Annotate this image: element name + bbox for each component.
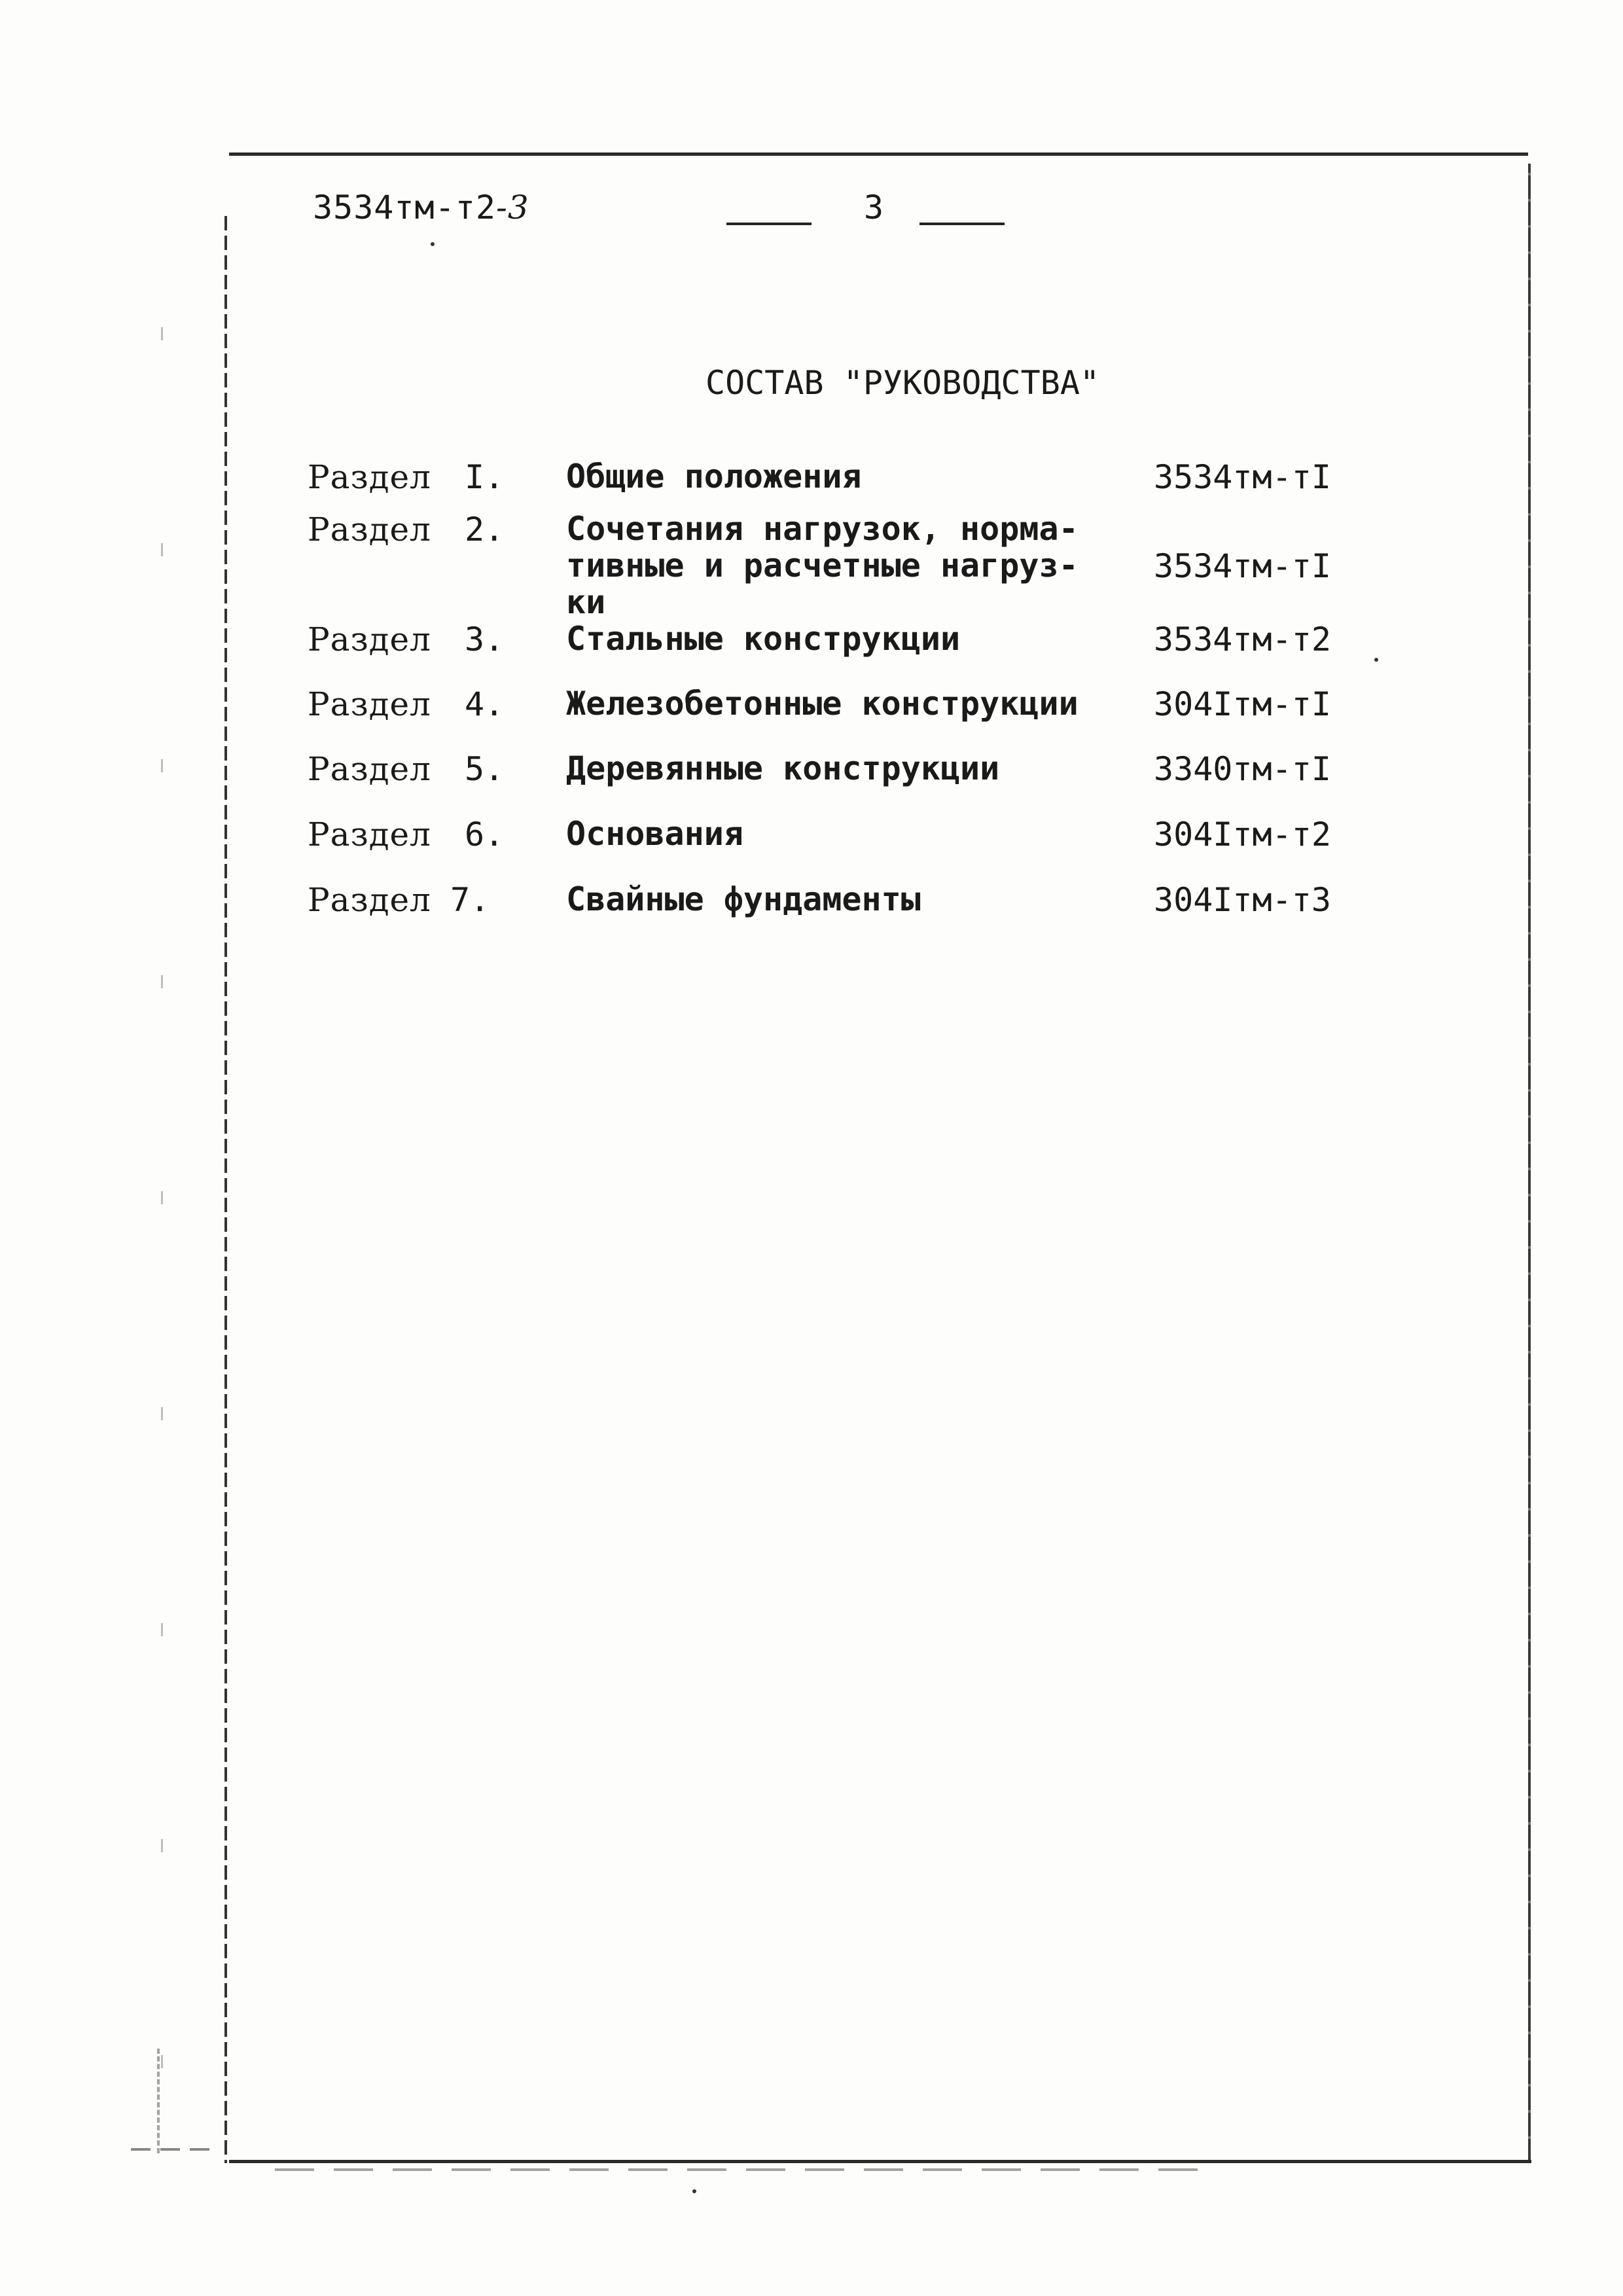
section-title: Общие положения — [566, 457, 862, 495]
document-code-suffix: -3 — [495, 188, 529, 226]
section-number: I. — [465, 458, 505, 496]
section-title: Сочетания нагрузок, норма- тивные и расчетные нагруз- ки — [566, 510, 1079, 621]
stray-mark — [692, 2189, 696, 2193]
section-title: Свайные фундаменты — [566, 880, 921, 918]
document-title: СОСТАВ "РУКОВОДСТВА" — [705, 364, 1100, 402]
document-code — [313, 188, 529, 226]
section-label: Раздел — [308, 511, 431, 548]
page-number-block — [726, 188, 1014, 234]
section-title: Железобетонные конструкции — [566, 685, 1079, 723]
frame-right-line — [1528, 164, 1531, 2160]
section-label: Раздел — [308, 816, 431, 853]
section-number: 6. — [465, 816, 505, 853]
section-number: 5. — [465, 750, 505, 788]
section-number: 4. — [465, 685, 505, 723]
stray-mark — [431, 242, 435, 246]
section-code: 3534тм-тI — [1154, 458, 1331, 496]
section-title: Основания — [566, 815, 743, 853]
section-code: 304Iтм-тI — [1154, 685, 1331, 723]
section-code: 3534тм-тI — [1154, 547, 1331, 585]
stray-mark — [1374, 658, 1378, 662]
section-code: 3534тм-т2 — [1154, 620, 1331, 658]
section-number: 7. — [450, 881, 490, 919]
section-title: Стальные конструкции — [566, 620, 961, 658]
page-number: 3 — [864, 188, 884, 226]
section-label: Раздел — [308, 685, 431, 723]
section-label: Раздел — [308, 458, 431, 496]
frame-bottom-line — [229, 2160, 1531, 2163]
section-label: Раздел — [308, 620, 431, 658]
page-number-dash-left — [726, 223, 812, 225]
scan-edge-marks — [161, 183, 163, 2147]
section-title: Деревянные конструкции — [566, 749, 1000, 787]
page-number-dash-right — [919, 223, 1005, 225]
frame-top-line — [229, 152, 1528, 156]
section-number: 2. — [465, 511, 505, 548]
section-code: 304Iтм-т2 — [1154, 816, 1331, 853]
section-code: 3340тм-тI — [1154, 750, 1331, 788]
frame-left-line — [224, 216, 227, 2163]
section-code: 304Iтм-т3 — [1154, 881, 1331, 919]
binding-corner-tick — [131, 2148, 209, 2151]
section-number: 3. — [465, 620, 505, 658]
section-label: Раздел — [308, 881, 431, 919]
section-label: Раздел — [308, 750, 431, 788]
binding-corner-mark — [157, 2049, 219, 2153]
frame-bottom-smudge — [275, 2168, 1217, 2171]
document-code-main: 3534тм-т2 — [313, 188, 496, 226]
